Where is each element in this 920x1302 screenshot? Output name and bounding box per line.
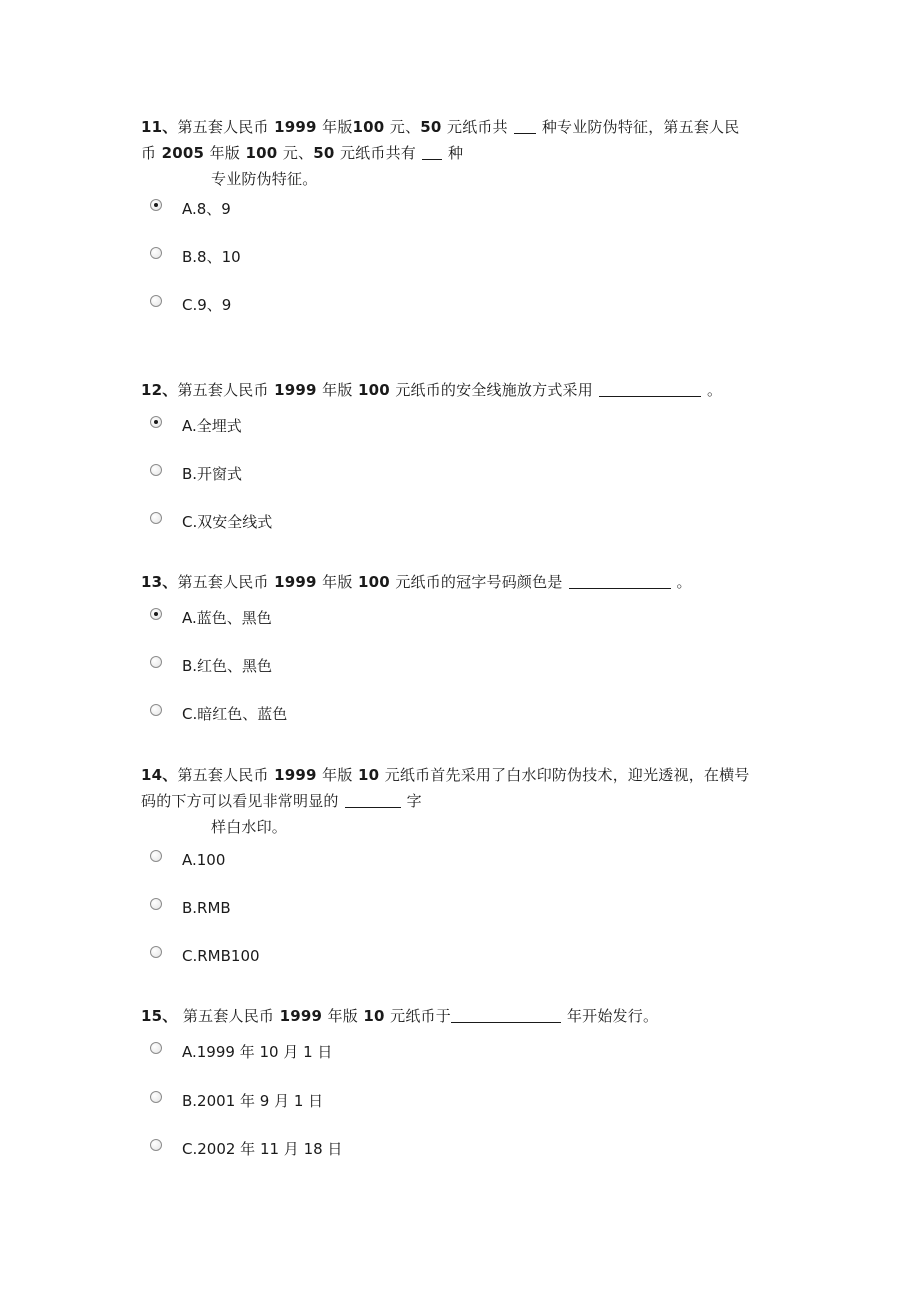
denomination-text: 100 (352, 118, 385, 136)
radio-button[interactable] (150, 898, 162, 910)
question-text: 年版 (322, 766, 353, 784)
question-text: 元、 (282, 144, 314, 162)
option-label: B.红色、黑色 (182, 657, 273, 675)
option-label: B.RMB (182, 899, 231, 917)
radio-button[interactable] (150, 295, 162, 307)
radio-button[interactable] (150, 850, 162, 862)
option-a[interactable] (150, 415, 242, 441)
denomination-text: 10 (357, 766, 380, 784)
radio-button[interactable] (150, 946, 162, 958)
option-a[interactable] (150, 607, 272, 633)
question-12 (141, 377, 791, 403)
option-label: B.开窗式 (182, 465, 243, 483)
question-text: 年版 (322, 381, 353, 399)
question-text: 元、 (389, 118, 421, 136)
option-a[interactable] (150, 849, 225, 875)
radio-button[interactable] (150, 1139, 162, 1151)
option-b[interactable] (150, 897, 231, 923)
question-number: 12、 (141, 381, 178, 399)
option-label: A.蓝色、黑色 (182, 609, 272, 627)
option-c[interactable] (150, 703, 287, 729)
radio-button[interactable] (150, 704, 162, 716)
question-number: 11、 (141, 118, 178, 136)
question-text: 年版 (209, 144, 241, 162)
question-number: 13、 (141, 573, 178, 591)
question-11 (141, 114, 791, 192)
year-text: 1999 (274, 766, 317, 784)
option-label: C.9、9 (182, 296, 232, 314)
option-c[interactable] (150, 294, 231, 320)
question-text: 元纸币的冠字号码颜色是 (395, 573, 563, 591)
answer-blank (422, 143, 442, 160)
radio-button[interactable] (150, 1042, 162, 1054)
question-text: 。 (706, 381, 723, 399)
answer-blank (345, 791, 401, 808)
question-text: 第五套人民币 (177, 573, 269, 591)
radio-button[interactable] (150, 464, 162, 476)
radio-button[interactable] (150, 608, 162, 620)
question-text: 年版 (327, 1007, 358, 1025)
question-number: 14、 (141, 766, 178, 784)
answer-blank (569, 572, 671, 589)
option-label: C.双安全线式 (182, 513, 273, 531)
radio-button[interactable] (150, 1091, 162, 1103)
question-text: 币 (141, 144, 157, 162)
option-a[interactable] (150, 198, 231, 224)
option-label: A.100 (182, 851, 226, 869)
question-text: 第五套人民币 (177, 766, 269, 784)
question-14 (141, 762, 791, 840)
option-a[interactable] (150, 1041, 332, 1067)
option-label: C.暗红色、蓝色 (182, 705, 288, 723)
denomination-text: 50 (420, 118, 442, 136)
question-text: 元纸币于 (390, 1007, 451, 1025)
radio-button[interactable] (150, 656, 162, 668)
question-text: 。 (676, 573, 692, 591)
question-text: 年版 (322, 573, 353, 591)
year-text: 1999 (274, 573, 317, 591)
question-text: 码的下方可以看见非常明显的 (141, 792, 339, 810)
radio-button[interactable] (150, 416, 162, 428)
year-text: 2005 (161, 144, 205, 162)
radio-button[interactable] (150, 199, 162, 211)
question-text: 种专业防伪特征，第五套人民 (541, 118, 740, 136)
question-text: 第五套人民币 (182, 1007, 275, 1025)
option-c[interactable] (150, 511, 272, 537)
option-c[interactable] (150, 945, 260, 971)
answer-blank (599, 380, 701, 397)
answer-blank (451, 1006, 561, 1023)
question-continuation: 样白水印。 (211, 818, 288, 836)
radio-button[interactable] (150, 247, 162, 259)
question-text: 年开始发行。 (566, 1007, 659, 1025)
question-13 (141, 569, 791, 595)
answer-blank (514, 117, 536, 134)
year-text: 1999 (274, 381, 317, 399)
denomination-text: 100 (245, 144, 278, 162)
option-label: A.1999 年 10 月 1 日 (182, 1043, 333, 1061)
denomination-text: 10 (363, 1007, 385, 1025)
option-label: B.8、10 (182, 248, 241, 266)
option-label: A.8、9 (182, 200, 231, 218)
question-text: 元纸币共有 (339, 144, 416, 162)
year-text: 1999 (274, 118, 317, 136)
question-text: 元纸币首先采用了白水印防伪技术，迎光透视，在横号 (384, 766, 750, 784)
question-number: 15、 (141, 1007, 178, 1025)
option-b[interactable] (150, 463, 242, 489)
denomination-text: 100 (357, 573, 390, 591)
question-text: 元纸币共 (447, 118, 508, 136)
question-15 (141, 1003, 791, 1029)
question-text: 种 (447, 144, 464, 162)
denomination-text: 50 (313, 144, 335, 162)
question-text: 字 (406, 792, 422, 810)
option-label: A.全埋式 (182, 417, 242, 435)
option-label: C.RMB100 (182, 947, 260, 965)
radio-button[interactable] (150, 512, 162, 524)
question-text: 年版 (322, 118, 353, 136)
question-continuation: 专业防伪特征。 (211, 170, 318, 188)
denomination-text: 100 (357, 381, 390, 399)
question-text: 元纸币的安全线施放方式采用 (395, 381, 593, 399)
option-b[interactable] (150, 246, 241, 272)
option-label: B.2001 年 9 月 1 日 (182, 1092, 324, 1110)
question-text: 第五套人民币 (177, 381, 269, 399)
option-c[interactable] (150, 1138, 342, 1164)
option-b[interactable] (150, 1090, 323, 1116)
option-label: C.2002 年 11 月 18 日 (182, 1140, 343, 1158)
option-b[interactable] (150, 655, 272, 681)
year-text: 1999 (279, 1007, 323, 1025)
question-text: 第五套人民币 (177, 118, 269, 136)
